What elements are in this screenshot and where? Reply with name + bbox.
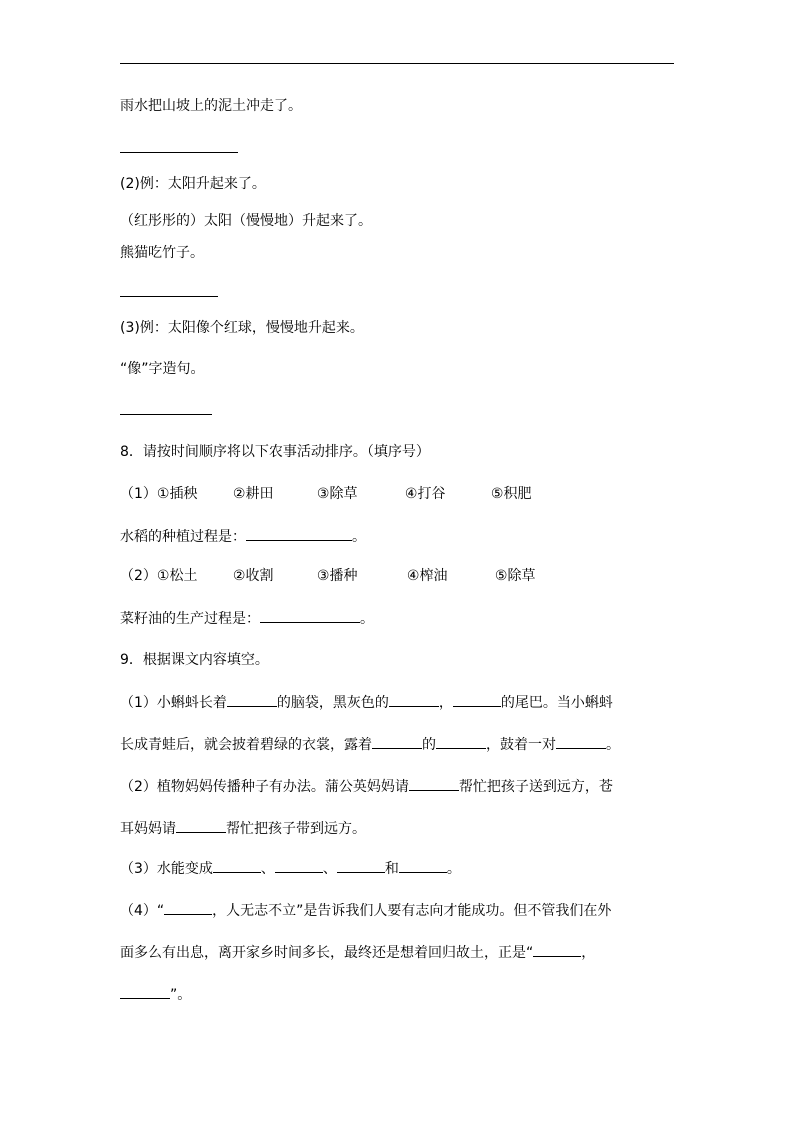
- q9-blank[interactable]: [275, 858, 323, 873]
- q9-p1-text: ，: [438, 695, 453, 711]
- q9-p4-text: ”。: [170, 987, 192, 1003]
- q9-blank[interactable]: [213, 858, 261, 873]
- q9-p3-text: （3）水能变成: [120, 861, 213, 877]
- q9-p3-text: 和: [384, 861, 399, 877]
- q9-p3-text: 、: [260, 861, 275, 877]
- q8-part2-label: （2）: [120, 568, 157, 584]
- q8-part2-option: ②收割: [232, 568, 274, 584]
- q9-p1-line2: [120, 734, 620, 755]
- q9-blank[interactable]: [227, 692, 277, 707]
- q9-p4-line1: [120, 900, 611, 921]
- q8-part2-option: ⑤除草: [494, 568, 536, 584]
- q7-s2-example-answer: （红彤彤的）太阳（慢慢地）升起来了。: [120, 213, 372, 229]
- q8-title: 8．请按时间顺序将以下农事活动排序。（填序号）: [120, 444, 430, 460]
- q8-part1-prompt-text: 水稻的种植过程是：: [120, 529, 246, 545]
- q8-part2-period: 。: [360, 611, 374, 627]
- q7-s2-answer-blank[interactable]: [120, 282, 218, 303]
- q9-blank[interactable]: [436, 734, 486, 749]
- q9-blank[interactable]: [533, 942, 581, 957]
- q9-p4-line3: [120, 984, 191, 1005]
- q9-p4-text: 面多么有出息，离开家乡时间多长，最终还是想着回归故土，正是“: [120, 945, 534, 961]
- q9-blank[interactable]: [556, 734, 606, 749]
- q7-answer-sentence: 雨水把山坡上的泥土冲走了。: [120, 98, 302, 114]
- q9-p4-text: ，: [581, 945, 596, 961]
- q9-p1-text: 的尾巴。当小蝌蚪: [500, 695, 613, 711]
- q7-s1-answer-blank[interactable]: [120, 138, 238, 159]
- q9-p2-text: 帮忙把孩子带到远方。: [226, 821, 366, 837]
- q7-s2-prompt: 熊猫吃竹子。: [120, 245, 204, 261]
- q8-part1-period: 。: [352, 529, 366, 545]
- q9-p1-text: 长成青蛙后，就会披着碧绿的衣裳，露着: [120, 737, 372, 753]
- q9-p1-text: （1）小蝌蚪长着: [120, 695, 227, 711]
- q9-p2-line2: [120, 818, 366, 839]
- q8-part1-options: [120, 484, 531, 504]
- q9-p2-text: （2）植物妈妈传播种子有办法。蒲公英妈妈请: [120, 779, 409, 795]
- q9-blank[interactable]: [453, 692, 501, 707]
- header-rule: [120, 63, 674, 64]
- q9-p3-text: 。: [446, 861, 461, 877]
- q9-p2-text: 帮忙把孩子送到远方，苍: [458, 779, 613, 795]
- q9-blank[interactable]: [389, 692, 439, 707]
- q9-p3-text: 、: [322, 861, 337, 877]
- q9-p2-line1: [120, 776, 613, 797]
- q7-s3-prompt: “像”字造句。: [120, 361, 205, 377]
- q9-p1-text: 的脑袋，黑灰色的: [276, 695, 389, 711]
- q9-p2-text: 耳妈妈请: [120, 821, 176, 837]
- q8-part1-answer-blank[interactable]: [246, 526, 352, 541]
- q8-part2-option: ③播种: [316, 568, 358, 584]
- q8-part1-option: ①插秧: [156, 486, 198, 502]
- q8-part1-option: ⑤积肥: [490, 486, 532, 502]
- q9-blank[interactable]: [337, 858, 385, 873]
- q9-p1-line1: [120, 692, 613, 713]
- q9-p4-text: （4）“: [120, 903, 165, 919]
- q9-blank[interactable]: [399, 858, 447, 873]
- q9-blank[interactable]: [409, 776, 459, 791]
- q7-s3-example: (3)例：太阳像个红球，慢慢地升起来。: [120, 320, 364, 336]
- q9-p1-text: 。: [606, 737, 620, 753]
- q8-part1-prompt: [120, 526, 366, 547]
- q8-part1-option: ③除草: [316, 486, 358, 502]
- q8-part1-label: （1）: [120, 486, 157, 502]
- q8-part2-answer-blank[interactable]: [260, 608, 360, 623]
- q8-part2-option: ①松土: [156, 568, 198, 584]
- q8-part2-options: [120, 566, 535, 586]
- q9-p1-text: ，鼓着一对: [486, 737, 556, 753]
- q9-blank[interactable]: [120, 984, 170, 999]
- q8-part1-option: ②耕田: [232, 486, 274, 502]
- q9-p1-text: 的: [422, 737, 436, 753]
- q9-p4-text: ，人无志不立”是告诉我们人要有志向才能成功。但不管我们在外: [212, 903, 612, 919]
- q8-part2-option: ④榨油: [406, 568, 448, 584]
- q9-title: 9．根据课文内容填空。: [120, 652, 269, 668]
- q8-part2-prompt-text: 菜籽油的生产过程是：: [120, 611, 260, 627]
- q9-blank[interactable]: [164, 900, 212, 915]
- q9-blank[interactable]: [176, 818, 226, 833]
- q7-s2-example: (2)例：太阳升起来了。: [120, 176, 266, 192]
- q9-blank[interactable]: [372, 734, 422, 749]
- q8-part1-option: ④打谷: [404, 486, 446, 502]
- q9-p3-line: [120, 858, 461, 879]
- q8-part2-prompt: [120, 608, 374, 629]
- q9-p4-line2: [120, 942, 595, 963]
- q7-s3-answer-blank[interactable]: [120, 400, 212, 421]
